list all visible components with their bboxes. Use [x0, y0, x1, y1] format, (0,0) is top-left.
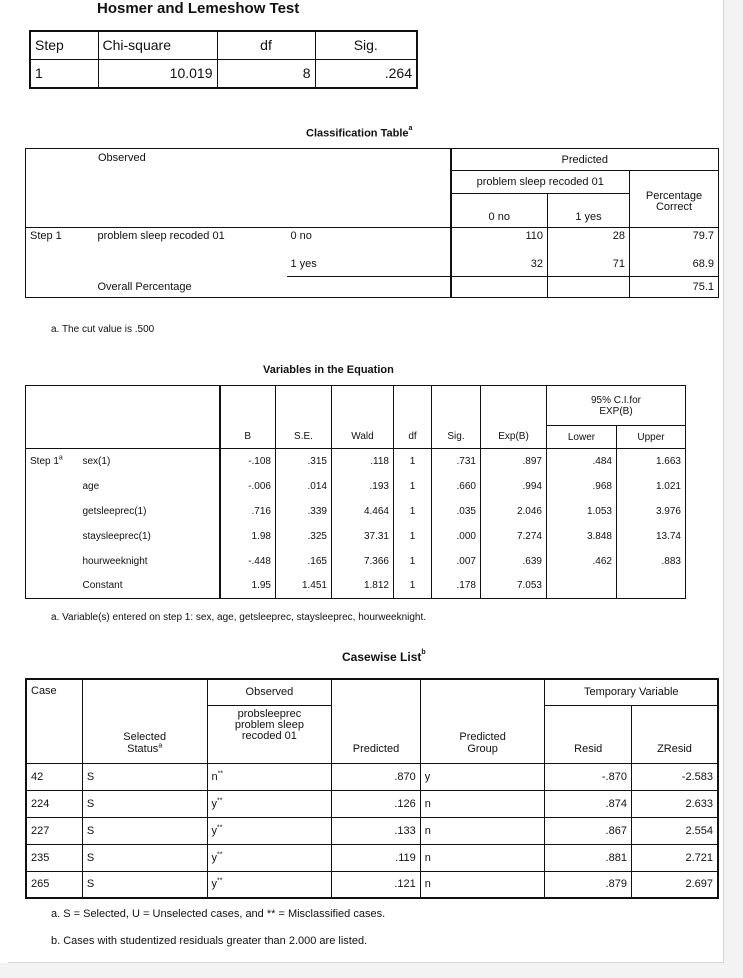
variables-cell-upper: 1.663: [655, 455, 681, 467]
variables-header-wald: Wald: [332, 426, 394, 449]
classification-pct-correct-header: [630, 171, 719, 228]
casewise-title: Casewise List$^b$: [342, 649, 426, 664]
classification-footnote: a. The cut value is .500: [51, 324, 155, 335]
variables-cell-expb: 7.274: [481, 524, 547, 549]
classification-row-label: 1 yes: [287, 252, 451, 277]
casewise-header-observed-variable: [207, 705, 332, 763]
variables-header-expb: Exp(B): [481, 426, 547, 449]
variables-row-label: sex(1): [79, 449, 220, 474]
casewise-cell-pred: .126: [332, 790, 421, 817]
classification-cell: 28: [548, 228, 630, 252]
classification-observed-header: Observed: [26, 149, 451, 228]
variables-cell-upper: [617, 574, 686, 599]
casewise-cell-zresid: -2.583: [631, 763, 718, 790]
classification-col-1-header: 1 yes: [548, 194, 630, 228]
misclassified-mark: **: [217, 877, 223, 885]
casewise-cell-pred: .133: [332, 817, 421, 844]
variables-cell-se: .339: [276, 499, 332, 524]
casewise-header-observed: Observed: [207, 679, 332, 705]
variables-row-label: age: [79, 474, 220, 499]
casewise-header-zresid: ZResid: [631, 705, 718, 763]
variables-cell-se: .165: [276, 549, 332, 574]
variables-cell-sig: .178: [432, 574, 481, 599]
page-shadow-right: [724, 0, 743, 978]
variables-cell-df: 1: [394, 549, 432, 574]
classification-variable-label: problem sleep recoded 01: [97, 230, 225, 242]
variables-cell-se: .315: [276, 449, 332, 474]
variables-row-label: getsleeprec(1): [79, 499, 220, 524]
classification-cell: [451, 277, 548, 298]
casewise-cell-resid: .874: [545, 790, 632, 817]
hosmer-title: Hosmer and Lemeshow Test: [97, 0, 300, 17]
variables-cell-df: 1: [394, 474, 432, 499]
ci-header-line2: EXP(B): [599, 405, 633, 417]
casewise-observed-value: y: [211, 824, 218, 837]
selected-status-line2: Status: [127, 742, 159, 755]
casewise-title-footnote-mark: b: [421, 649, 426, 656]
hosmer-header-df: df: [217, 31, 315, 59]
casewise-header-resid: Resid: [545, 705, 632, 763]
variables-header-sig: Sig.: [432, 426, 481, 449]
variables-row-label: hourweeknight: [79, 549, 220, 574]
observed-variable-line1: probsleeprec: [237, 707, 302, 720]
casewise-cell-zresid: 2.697: [685, 878, 713, 891]
misclassified-mark: **: [217, 823, 223, 831]
casewise-cell-zresid: 2.554: [631, 817, 718, 844]
classification-col-0-header: 0 no: [451, 194, 548, 228]
variables-cell-se: .325: [276, 524, 332, 549]
variables-cell-lower: .462: [547, 549, 617, 574]
casewise-row: [26, 844, 718, 871]
casewise-cell-status: S: [82, 844, 207, 871]
casewise-header-selected-status: [82, 679, 207, 763]
observed-variable-line3: recoded 01: [241, 729, 297, 742]
casewise-cell-group: n: [420, 844, 545, 871]
variables-row: [26, 474, 686, 499]
casewise-row: [26, 790, 718, 817]
casewise-row: [26, 763, 718, 790]
variables-cell-upper: 3.976: [655, 505, 681, 517]
variables-header-lower: Lower: [547, 426, 617, 449]
variables-cell-lower: .484: [547, 449, 617, 474]
variables-cell-df: 1: [394, 449, 432, 474]
variables-cell-sig: .035: [432, 499, 481, 524]
variables-header-b: B: [220, 426, 276, 449]
variables-title: Variables in the Equation: [263, 364, 394, 376]
classification-row-label: 0 no: [287, 228, 451, 252]
casewise-cell-pred: .121: [332, 871, 421, 898]
pct-correct-line1: Percentage: [645, 190, 703, 202]
classification-step-label: Step 1: [30, 230, 62, 242]
casewise-cell-status: S: [82, 790, 207, 817]
variables-step-footnote-mark: a: [58, 454, 63, 462]
hosmer-cell-chi-square: 10.019: [98, 59, 217, 88]
page-shadow-bottom: [0, 963, 724, 978]
variables-cell-expb: 2.046: [481, 499, 547, 524]
variables-step-label: [26, 449, 79, 474]
classification-cell: [548, 277, 630, 298]
classification-cell: 79.7: [692, 230, 715, 242]
casewise-cell-status: S: [82, 871, 207, 898]
casewise-cell-group: n: [420, 817, 545, 844]
variables-cell-df: 1: [394, 524, 432, 549]
variables-row: [26, 499, 686, 524]
variables-cell-expb: .897: [481, 449, 547, 474]
variables-cell-b: -.006: [220, 474, 276, 499]
variables-cell-df: 1: [394, 574, 432, 599]
classification-overall-value: 75.1: [692, 281, 715, 293]
casewise-cell-group: n: [420, 790, 545, 817]
variables-cell-b: 1.95: [220, 574, 276, 599]
variables-cell-lower: 1.053: [547, 499, 617, 524]
variables-step-text: Step 1: [30, 455, 59, 467]
variables-cell-df: 1: [394, 499, 432, 524]
variables-ci-header: [547, 386, 686, 426]
variables-cell-se: 1.451: [276, 574, 332, 599]
variables-cell-wald: .193: [332, 474, 394, 499]
selected-status-line1: Selected: [123, 730, 167, 743]
classification-title-footnote-mark: a: [408, 125, 413, 132]
variables-cell-sig: .731: [432, 449, 481, 474]
observed-variable-line2: problem sleep: [234, 718, 304, 731]
variables-row-label: staysleeprec(1): [79, 524, 220, 549]
casewise-cell-status: S: [82, 763, 207, 790]
classification-table: [25, 148, 719, 298]
variables-cell-expb: .639: [481, 549, 547, 574]
casewise-header-predicted-group: [420, 679, 545, 763]
casewise-cell-case: 265: [26, 871, 82, 898]
casewise-header-temporary-variable: Temporary Variable: [545, 679, 718, 705]
classification-cell: 32: [451, 252, 548, 277]
casewise-table: [25, 678, 719, 899]
casewise-cell-obs: [207, 871, 332, 898]
variables-row: [26, 549, 686, 574]
variables-header-upper: Upper: [617, 426, 686, 449]
casewise-row: [26, 871, 718, 898]
casewise-cell-pred: .119: [332, 844, 421, 871]
classification-cell: 68.9: [630, 252, 719, 277]
casewise-footnote-a: a. S = Selected, U = Unselected cases, and ** = Misclassified cases.: [51, 908, 386, 920]
hosmer-header-sig: Sig.: [315, 31, 417, 59]
ci-header-line1: 95% C.I.for: [590, 394, 642, 406]
classification-cell: 71: [548, 252, 630, 277]
casewise-cell-pred: .870: [332, 763, 421, 790]
classification-title: Classification Table$^a$: [306, 125, 413, 140]
variables-cell-lower: [547, 574, 617, 599]
casewise-cell-resid: .867: [545, 817, 632, 844]
casewise-header-predicted: Predicted: [332, 679, 421, 763]
misclassified-mark: **: [217, 769, 224, 777]
variables-table: [25, 385, 686, 599]
variables-row-label: Constant: [79, 574, 220, 599]
hosmer-header-step: Step: [30, 31, 98, 59]
casewise-cell-zresid: 2.633: [631, 790, 718, 817]
variables-footnote: a. Variable(s) entered on step 1: sex, age, getsleeprec, staysleeprec, hourweeknight.: [51, 612, 427, 623]
casewise-cell-obs: [207, 844, 332, 871]
casewise-cell-resid: .881: [545, 844, 632, 871]
variables-cell-wald: 1.812: [332, 574, 394, 599]
classification-cell: 110: [451, 228, 548, 252]
variables-cell-expb: 7.053: [481, 574, 547, 599]
variables-cell-b: -.448: [220, 549, 276, 574]
casewise-cell-group: y: [420, 763, 545, 790]
casewise-cell-obs: [207, 763, 332, 790]
casewise-cell-resid: .879: [545, 871, 632, 898]
hosmer-table: [29, 30, 418, 89]
hosmer-cell-df: 8: [217, 59, 315, 88]
variables-cell-lower: 3.848: [547, 524, 617, 549]
variables-cell-b: 1.98: [220, 524, 276, 549]
variables-cell-upper: 1.021: [655, 480, 681, 492]
casewise-header-case: Case: [26, 679, 82, 763]
casewise-footnote-b: b. Cases with studentized residuals greater than 2.000 are listed.: [51, 935, 368, 947]
pct-correct-line2: Correct: [655, 201, 693, 213]
casewise-cell-resid: -.870: [545, 763, 632, 790]
variables-cell-se: .014: [276, 474, 332, 499]
variables-row: [26, 574, 686, 599]
casewise-cell-case: 235: [26, 844, 82, 871]
variables-row: [26, 524, 686, 549]
hosmer-cell-sig: .264: [384, 65, 412, 82]
variables-cell-sig: .660: [432, 474, 481, 499]
classification-predicted-header: Predicted: [451, 149, 719, 171]
variables-cell-wald: .118: [332, 449, 394, 474]
variables-cell-wald: 4.464: [332, 499, 394, 524]
variables-row: [26, 449, 686, 474]
casewise-cell-status: S: [82, 817, 207, 844]
classification-overall-label: Overall Percentage: [94, 277, 451, 298]
casewise-cell-zresid: 2.721: [631, 844, 718, 871]
casewise-row: [26, 817, 718, 844]
selected-status-footnote-mark: a: [158, 741, 163, 749]
casewise-cell-case: 224: [26, 790, 82, 817]
variables-cell-b: .716: [220, 499, 276, 524]
variables-cell-sig: .007: [432, 549, 481, 574]
misclassified-mark: **: [217, 796, 223, 804]
variables-cell-wald: 7.366: [332, 549, 394, 574]
predicted-group-line2: Group: [467, 742, 498, 755]
variables-cell-expb: .994: [481, 474, 547, 499]
variables-cell-lower: .968: [547, 474, 617, 499]
variables-header-df: df: [394, 426, 432, 449]
variables-header-se: S.E.: [276, 426, 332, 449]
casewise-cell-case: 42: [26, 763, 82, 790]
casewise-cell-obs: [207, 790, 332, 817]
casewise-cell-group: n: [420, 871, 545, 898]
variables-cell-sig: .000: [432, 524, 481, 549]
casewise-observed-value: y: [211, 878, 218, 891]
variables-cell-wald: 37.31: [332, 524, 394, 549]
variables-cell-upper: .883: [661, 555, 681, 567]
variables-cell-upper: 13.74: [655, 530, 681, 542]
casewise-observed-value: n: [211, 770, 218, 783]
casewise-cell-case: 227: [26, 817, 82, 844]
variables-corner-cell: [26, 386, 220, 426]
casewise-observed-value: y: [211, 797, 218, 810]
hosmer-cell-step: 1: [30, 59, 98, 88]
casewise-observed-value: y: [211, 851, 218, 864]
predicted-group-line1: Predicted: [459, 730, 506, 743]
misclassified-mark: **: [217, 850, 223, 858]
classification-dependent-header: problem sleep recoded 01: [451, 171, 630, 194]
casewise-cell-obs: [207, 817, 332, 844]
hosmer-header-chi-square: Chi-square: [98, 31, 217, 59]
variables-cell-b: -.108: [220, 449, 276, 474]
